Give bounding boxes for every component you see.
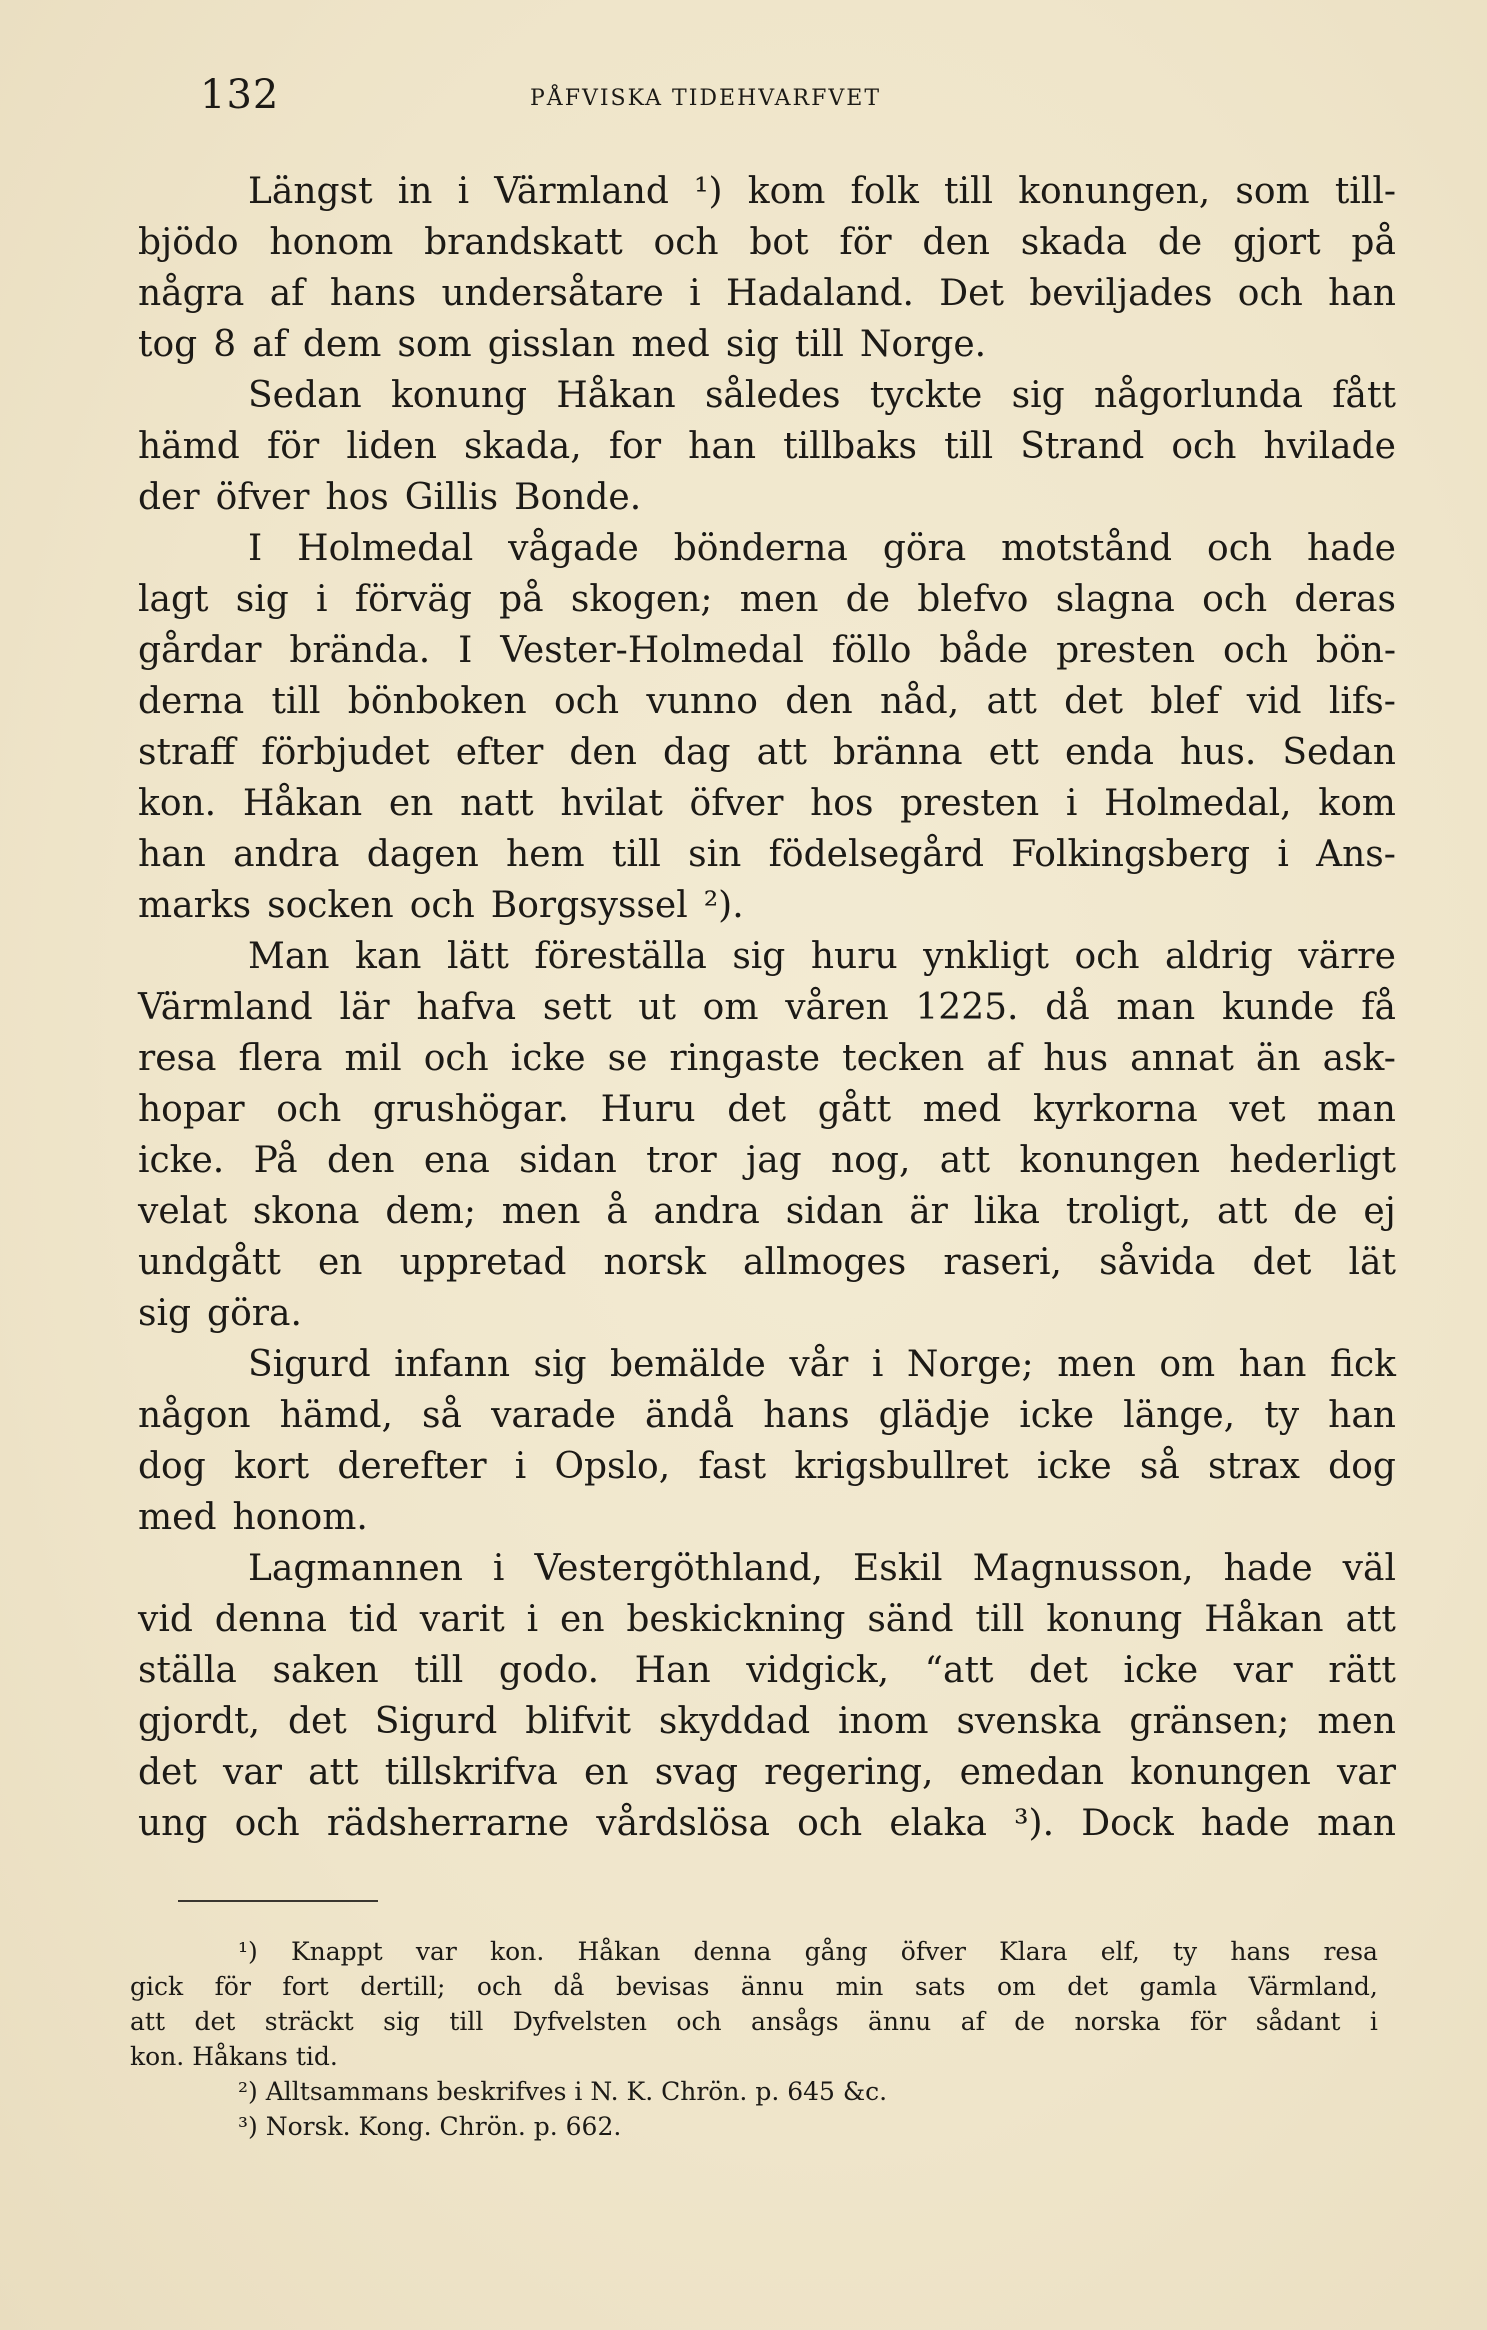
- text-line: tog 8 af dem som gisslan med sig till Norge.: [138, 324, 987, 365]
- body-text: [138, 166, 1396, 1849]
- text-line: Sigurd infann sig bemälde vår i Norge; men om han fick: [248, 1344, 1396, 1385]
- text-line: bjödo honom brandskatt och bot för den skada de gjort på: [138, 222, 1396, 263]
- text-line: resa flera mil och icke se ringaste tecken af hus annat än ask-: [138, 1038, 1396, 1079]
- text-line: Värmland lär hafva sett ut om våren 1225. då man kunde få: [138, 987, 1396, 1028]
- text-line: kon. Håkan en natt hvilat öfver hos presten i Holmedal, kom: [138, 783, 1396, 824]
- footnote-line: gick för fort dertill; och då bevisas ännu min sats om det gamla Värmland,: [130, 1972, 1378, 2001]
- footnote-divider: [178, 1900, 378, 1902]
- text-line: I Holmedal vågade bönderna göra motstånd och hade: [248, 528, 1396, 569]
- text-line: ung och rädsherrarne vårdslösa och elaka ³). Dock hade man: [138, 1803, 1396, 1844]
- page-number: 132: [200, 72, 280, 118]
- text-line: marks socken och Borgsyssel ²).: [138, 885, 744, 926]
- text-line: velat skona dem; men å andra sidan är lika troligt, att de ej: [138, 1191, 1396, 1232]
- footnote-line: ¹) Knappt var kon. Håkan denna gång öfver Klara elf, ty hans resa: [238, 1937, 1378, 1966]
- page-header: [200, 72, 1360, 122]
- running-title: PÅFVISKA TIDEHVARFVET: [530, 86, 882, 111]
- text-line: derna till bönboken och vunno den nåd, att det blef vid lifs-: [138, 681, 1396, 722]
- text-line: med honom.: [138, 1497, 368, 1538]
- text-line: vid denna tid varit i en beskickning sänd till konung Håkan att: [138, 1599, 1396, 1640]
- footnote-line: att det sträckt sig till Dyfvelsten och ansågs ännu af de norska för sådant i: [130, 2007, 1378, 2036]
- footnotes: [130, 1934, 1378, 2144]
- text-line: undgått en uppretad norsk allmoges raseri, såvida det lät: [138, 1242, 1396, 1283]
- text-line: hopar och grushögar. Huru det gått med kyrkorna vet man: [138, 1089, 1396, 1130]
- text-line: Sedan konung Håkan således tyckte sig någorlunda fått: [248, 375, 1396, 416]
- text-line: ställa saken till godo. Han vidgick, “att det icke var rätt: [138, 1650, 1396, 1691]
- text-line: gårdar brända. I Vester-Holmedal föllo både presten och bön-: [138, 630, 1396, 671]
- text-line: någon hämd, så varade ändå hans glädje icke länge, ty han: [138, 1395, 1396, 1436]
- text-line: lagt sig i förväg på skogen; men de blefvo slagna och deras: [138, 579, 1396, 620]
- text-line: det var att tillskrifva en svag regering, emedan konungen var: [138, 1752, 1396, 1793]
- text-line: Lagmannen i Vestergöthland, Eskil Magnusson, hade väl: [248, 1548, 1396, 1589]
- text-line: gjordt, det Sigurd blifvit skyddad inom svenska gränsen; men: [138, 1701, 1396, 1742]
- text-line: Man kan lätt föreställa sig huru ynkligt och aldrig värre: [248, 936, 1396, 977]
- text-line: straff förbjudet efter den dag att bränna ett enda hus. Sedan: [138, 732, 1396, 773]
- text-line: Längst in i Värmland ¹) kom folk till konungen, som till-: [248, 171, 1396, 212]
- text-line: han andra dagen hem till sin födelsegård Folkingsberg i Ans-: [138, 834, 1396, 875]
- text-line: dog kort derefter i Opslo, fast krigsbullret icke så strax dog: [138, 1446, 1396, 1487]
- footnote-line: ²) Alltsammans beskrifves i N. K. Chrön. p. 645 &c.: [238, 2077, 888, 2106]
- footnote-line: kon. Håkans tid.: [130, 2042, 338, 2071]
- text-line: sig göra.: [138, 1293, 302, 1334]
- text-line: icke. På den ena sidan tror jag nog, att konungen hederligt: [138, 1140, 1396, 1181]
- text-line: hämd för liden skada, for han tillbaks till Strand och hvilade: [138, 426, 1396, 467]
- text-line: der öfver hos Gillis Bonde.: [138, 477, 642, 518]
- text-line: några af hans undersåtare i Hadaland. Det beviljades och han: [138, 273, 1396, 314]
- footnote-line: ³) Norsk. Kong. Chrön. p. 662.: [238, 2112, 622, 2141]
